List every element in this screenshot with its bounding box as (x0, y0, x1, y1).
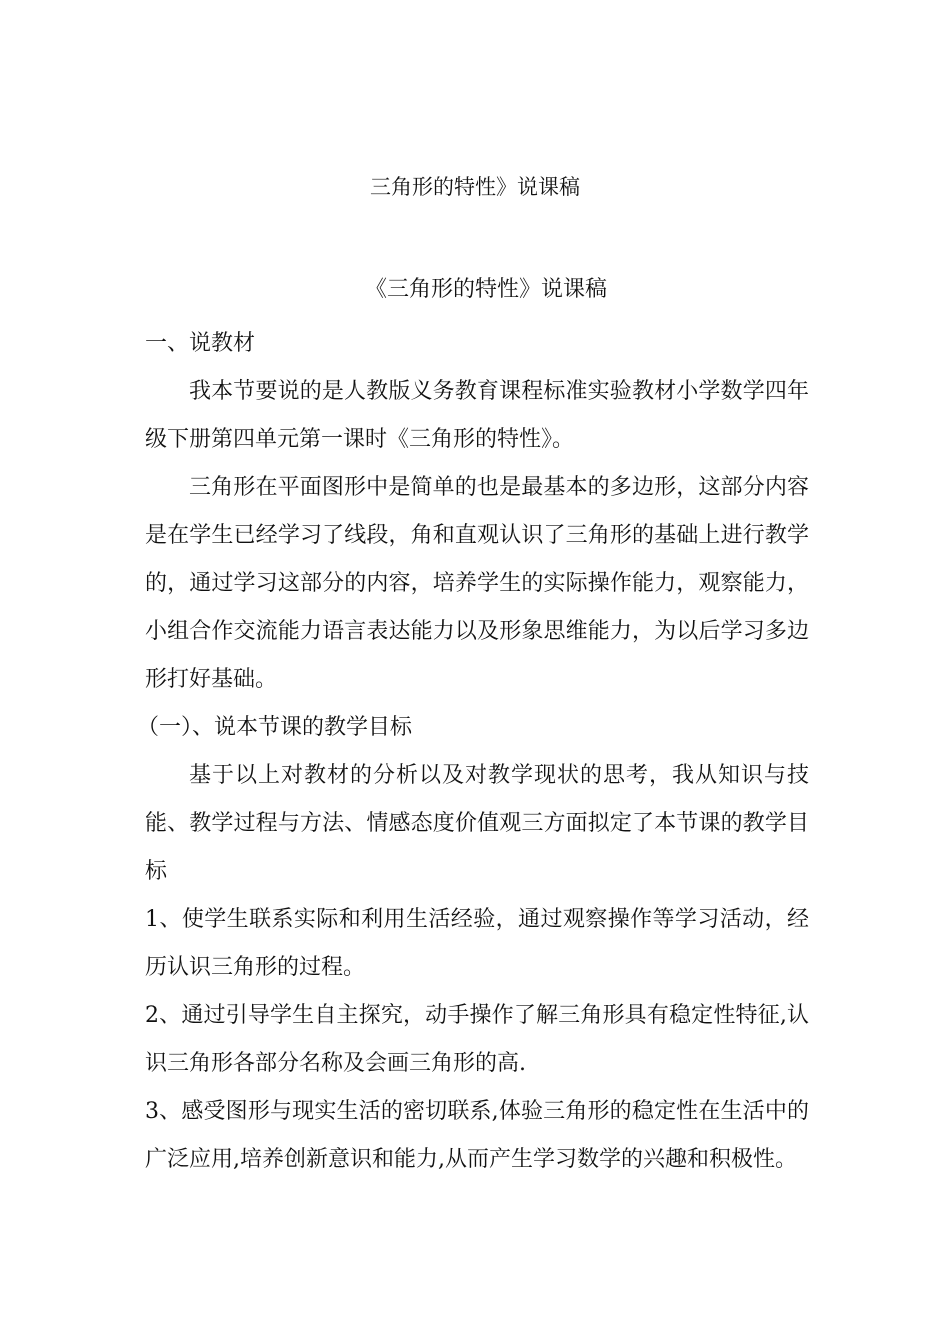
paragraph-goals-intro: 基于以上对教材的分析以及对教学现状的思考，我从知识与技能、教学过程与方法、情感态度价值观三方面拟定了本节课的教学目标 (145, 763, 809, 884)
paragraph-textbook-intro: 我本节要说的是人教版义务教育课程标准实验教材小学数学四年级下册第四单元第一课时《三角形的特性》。 (145, 379, 809, 452)
subsection-heading-goals: （一）、说本节课的教学目标 (137, 715, 413, 740)
document-title: 《三角形的特性》说课稿 (364, 277, 607, 302)
document-body (137, 266, 809, 1184)
paragraph-textbook-content: 三角形在平面图形中是简单的也是最基本的多边形，这部分内容是在学生已经学习了线段，角和直观认识了三角形的基础上进行教学的，通过学习这部分的内容，培养学生的实际操作能力，观察能力，小组合作交流能力语言表达能力以及形象思维能力，为以后学习多边形打好基础。 (145, 475, 809, 692)
page-header-title: 三角形的特性》说课稿 (370, 175, 580, 199)
goal-item-3: 3、感受图形与现实生活的密切联系,体验三角形的稳定性在生活中的广泛应用,培养创新意识和能力,从而产生学习数学的兴趣和积极性。 (145, 1099, 809, 1172)
goal-item-2: 2、通过引导学生自主探究，动手操作了解三角形具有稳定性特征,认识三角形各部分名称及会画三角形的高. (145, 1003, 809, 1076)
section-heading-textbook: 一、说教材 (145, 331, 256, 356)
goal-item-1: 1、使学生联系实际和利用生活经验，通过观察操作等学习活动，经历认识三角形的过程。 (145, 907, 809, 980)
